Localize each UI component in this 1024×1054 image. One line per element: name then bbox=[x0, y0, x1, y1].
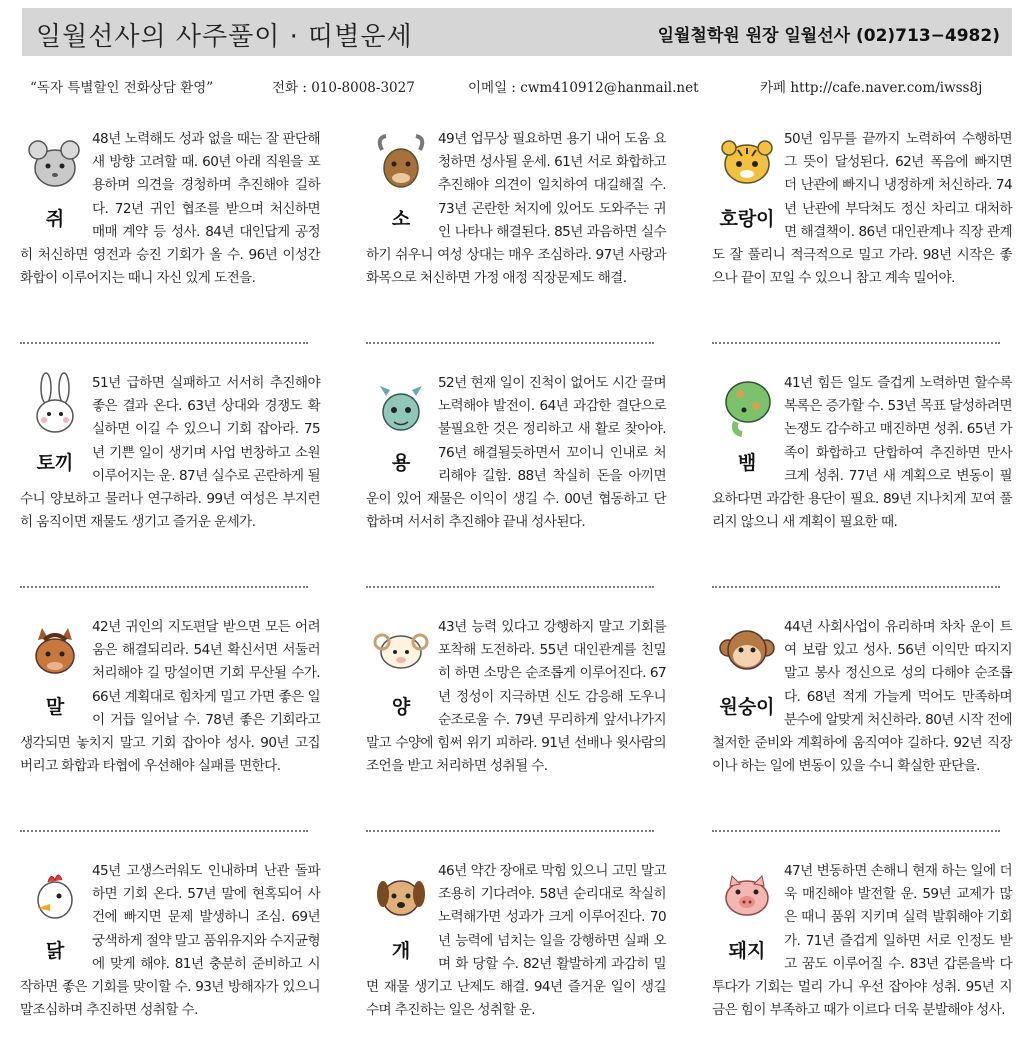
animal-name: 개 bbox=[391, 940, 411, 962]
fortune-text: 43년 능력 있다고 강행하지 말고 기회를 포착해 도전하라. 55년 대인관계를 친밀히 하면 소망은 순조롭게 이루어진다. 67년 정성이 지극하면 신도 감응해 도우니 순조로울 수. 79년 무리하게 앞서나가지 말고 수양에 힘써 위기 피하라. 91년 선배나 윗사람의 조언을 받고 처리하면 성취될 수. bbox=[366, 619, 666, 775]
fortune-card bbox=[20, 616, 320, 838]
snake-icon bbox=[718, 372, 778, 444]
dog-icon bbox=[372, 860, 432, 932]
email-text: 이메일 : cwm410912@hanmail.net bbox=[468, 80, 699, 96]
sheep-icon bbox=[372, 616, 432, 688]
horse-icon bbox=[26, 616, 86, 688]
animal-illustration bbox=[712, 372, 782, 488]
header-bar bbox=[22, 8, 1012, 56]
animal-illustration bbox=[366, 372, 436, 488]
animal-name: 닭 bbox=[45, 940, 65, 962]
fortune-card bbox=[366, 860, 666, 1054]
rat-icon bbox=[26, 128, 86, 200]
rabbit-icon bbox=[26, 372, 86, 444]
fortune-card bbox=[20, 372, 320, 594]
fortune-text: 41년 힘든 일도 즐겁게 노력하면 할수록 복록은 증가할 수. 53년 목표 달성하려면 논쟁도 감수하고 매진하면 성취. 65년 가족이 화합하고 단합하여 추진하면 만사 크게 성취. 77년 새 계획으로 변동이 필요하다면 과감한 용단이 필요. 89년 지나치게 꼬여 풀리지 않으니 새 계획이 필요한 때. bbox=[712, 375, 1012, 531]
dragon-icon bbox=[372, 372, 432, 444]
fortune-text: 44년 사회사업이 유리하며 차차 운이 트여 보람 있고 성사. 56년 이익만 따지지 말고 봉사 정신으로 성의 다해야 순조롭다. 68년 적게 가늘게 먹어도 만족하며 분수에 알맞게 처신하라. 80년 시작 전에 철저한 준비와 계획하에 움직여야 길하다. 92년 직장이나 하는 일에 변동이 있을 수니 확실한 판단을. bbox=[712, 619, 1012, 775]
animal-name: 돼지 bbox=[728, 940, 766, 962]
animal-name: 쥐 bbox=[45, 208, 65, 230]
dotted-divider bbox=[366, 586, 654, 588]
rooster-icon bbox=[26, 860, 86, 932]
dotted-divider bbox=[20, 830, 308, 832]
animal-illustration bbox=[20, 128, 90, 244]
phone-text: 전화 : 010-8008-3027 bbox=[272, 80, 415, 96]
ox-icon bbox=[372, 128, 432, 200]
dotted-divider bbox=[20, 586, 308, 588]
animal-illustration bbox=[712, 128, 782, 244]
dotted-divider bbox=[712, 342, 1000, 344]
animal-illustration bbox=[366, 128, 436, 244]
animal-illustration bbox=[712, 616, 782, 732]
fortune-text: 49년 업무상 필요하면 용기 내어 도움 요청하면 성사될 운세. 61년 서로 화합하고 추진해야 의견이 일치하여 대길해질 수. 73년 곤란한 처지에 있어도 도와주는 귀인 나타나 해결된다. 85년 과음하면 실수하기 쉬우니 여성 상대는 매우 조심하라. 97년 사랑과 화목으로 처신하면 가정 애정 직장문제도 해결. bbox=[366, 131, 666, 287]
dotted-divider bbox=[712, 586, 1000, 588]
fortune-text: 45년 고생스러워도 인내하며 난관 돌파하면 기회 온다. 57년 말에 현혹되어 사건에 빠지면 문제 발생하니 조심. 69년 궁색하게 절약 말고 품위유지와 수지균형에 맞게 해야. 81년 충분히 준비하고 시작하면 좋은 기회를 맞이할 수. 93년 방해자가 있으니 말조심하며 추진하면 성취할 수. bbox=[20, 863, 320, 1019]
fortune-card bbox=[366, 616, 666, 838]
slogan-text: “독자 특별할인 전화상담 환영” bbox=[30, 80, 214, 96]
tiger-icon bbox=[718, 128, 778, 200]
author-credit: 일월철학원 원장 일월선사 (02)713−4982) bbox=[657, 26, 1000, 46]
fortune-text: 51년 급하면 실패하고 서서히 추진해야 좋은 결과 온다. 63년 상대와 경쟁도 확실하면 이길 수 있으니 기회 잡아라. 75년 기쁜 일이 생기며 사업 번창하고 소원 이루어지는 운. 87년 실수로 곤란하게 될 수니 양보하고 물러나 연구하라. 99년 여성은 부지런히 움직이면 재물도 생기고 즐거운 운세가. bbox=[20, 375, 320, 531]
pig-icon bbox=[718, 860, 778, 932]
fortune-text: 42년 귀인의 지도편달 받으면 모든 어려움은 해결되리라. 54년 확신서면 서둘러 처리해야 길 망설이면 기회 무산될 수가. 66년 계획대로 힘차게 밀고 가면 좋은 일이 거듭 일어날 수. 78년 좋은 기회라고 생각되면 놓치지 말고 기회 잡아야 성사. 90년 고집 버리고 화합과 타협에 우선해야 실패를 면한다. bbox=[20, 619, 320, 775]
fortune-text: 52년 현재 일이 진척이 없어도 시간 끌며 노력해야 발전이. 64년 과감한 결단으로 불필요한 것은 정리하고 새 활로 찾아야. 76년 해결될듯하면서 꼬이니 인내로 처리해야 길함. 88년 착실히 돈을 아끼면 운이 있어 재물은 이익이 생길 수. 00년 협동하고 단합하며 서서히 추진해야 끝내 성사된다. bbox=[366, 375, 666, 531]
dotted-divider bbox=[20, 342, 308, 344]
animal-name: 뱀 bbox=[737, 452, 757, 474]
dotted-divider bbox=[712, 830, 1000, 832]
animal-name: 용 bbox=[391, 452, 411, 474]
animal-illustration bbox=[366, 616, 436, 732]
animal-illustration bbox=[20, 860, 90, 976]
animal-name: 호랑이 bbox=[719, 208, 775, 230]
fortune-text: 50년 임무를 끝까지 노력하여 수행하면 그 뜻이 달성된다. 62년 폭음에 빠지면 더 난관에 빠지니 냉정하게 처신하라. 74년 난관에 부닥쳐도 정신 차리고 대처하면 해결책이. 86년 대인관계나 직장 관계도 잘 풀리니 적극적으로 밀고 가라. 98년 시작은 좋으나 끝이 꼬일 수 있으니 참고 계속 밀어야. bbox=[712, 131, 1012, 287]
fortune-card bbox=[366, 128, 666, 350]
fortune-card bbox=[366, 372, 666, 594]
animal-illustration bbox=[366, 860, 436, 976]
page-title: 일월선사의 사주풀이 · 띠별운세 bbox=[36, 22, 413, 52]
fortune-card bbox=[20, 128, 320, 350]
cafe-link[interactable]: 카페 http://cafe.naver.com/iwss8j bbox=[760, 80, 983, 96]
fortune-text: 48년 노력해도 성과 없을 때는 잘 판단해 새 방향 고려할 때. 60년 아래 직원을 포용하며 의견을 경청하며 추진해야 길하다. 72년 귀인 협조를 받으며 처신하면 매매 계약 등 성사. 84년 대인답게 공정히 처신하면 영전과 승진 기회가 올 수. 96년 이성간 화합이 이루어지는 때니 자신 있게 도전을. bbox=[20, 131, 320, 287]
fortune-card bbox=[20, 860, 320, 1054]
fortune-text: 46년 약간 장애로 막힘 있으니 고민 말고 조용히 기다려야. 58년 순리대로 착실히 노력해가면 성과가 크게 이루어진다. 70년 능력에 넘치는 일을 강행하면 실패 오며 화 당할 수. 82년 활발하게 과감히 밀면 재물 생기고 난제도 해결. 94년 즐거운 일이 생길 수며 추진하는 일은 성취할 운. bbox=[366, 863, 666, 1019]
dotted-divider bbox=[366, 342, 654, 344]
dotted-divider bbox=[366, 830, 654, 832]
fortune-card bbox=[712, 616, 1012, 838]
animal-name: 토끼 bbox=[36, 452, 74, 474]
animal-name: 원숭이 bbox=[719, 696, 775, 718]
fortune-card bbox=[712, 372, 1012, 594]
animal-illustration bbox=[20, 372, 90, 488]
monkey-icon bbox=[718, 616, 778, 688]
animal-illustration bbox=[20, 616, 90, 732]
animal-name: 소 bbox=[391, 208, 411, 230]
animal-illustration bbox=[712, 860, 782, 976]
fortune-card bbox=[712, 128, 1012, 350]
animal-name: 양 bbox=[391, 696, 411, 718]
fortune-card bbox=[712, 860, 1012, 1054]
animal-name: 말 bbox=[45, 696, 65, 718]
fortune-text: 47년 변동하면 손해니 현재 하는 일에 더욱 매진해야 발전할 운. 59년 교제가 많은 때니 품위 지키며 실력 발휘해야 기회가. 71년 즐겁게 일하면 서로 인정도 받고 꿈도 이루어질 수. 83년 갑론을박 다투다가 기회는 멀리 가니 우선 잡아야 성취. 95년 지금은 힘이 부족하고 때가 이르다 더욱 분발해야 성사. bbox=[712, 863, 1012, 1019]
